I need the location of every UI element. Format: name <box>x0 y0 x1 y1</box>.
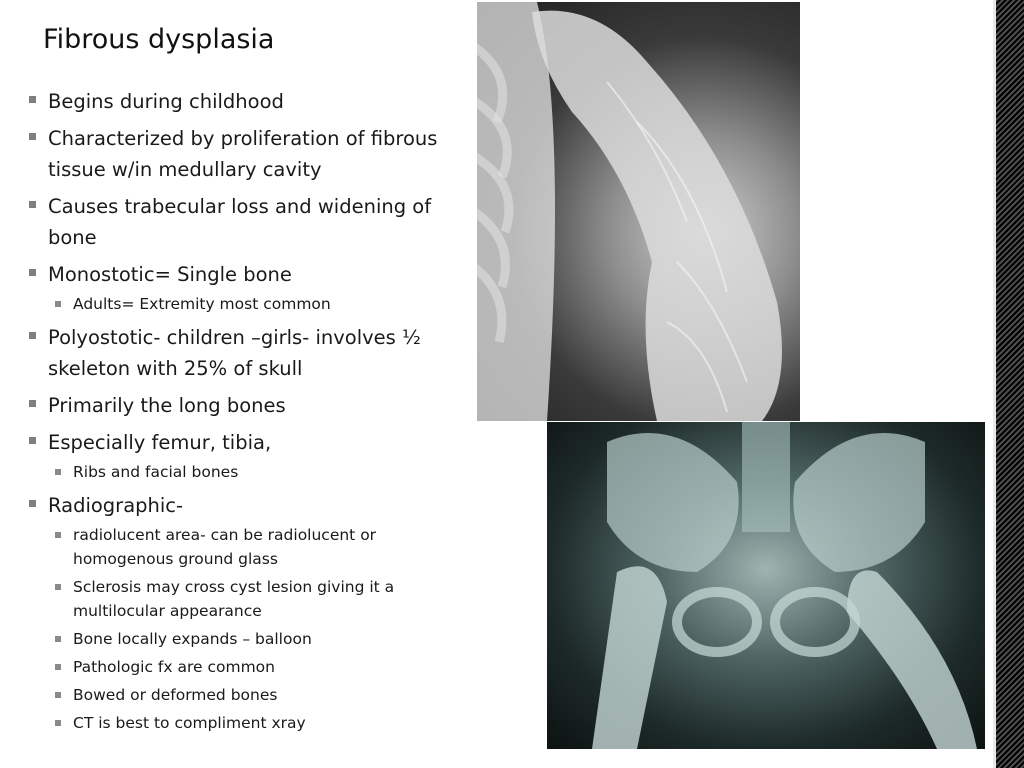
pelvis-xray-image <box>547 422 985 749</box>
sub-bullet-item: CT is best to compliment xray <box>73 711 468 735</box>
bullet-item: Characterized by proliferation of fibrous tissue w/in medullary cavity <box>28 123 468 185</box>
bullet-item: Especially femur, tibia, <box>28 427 468 458</box>
bullet-list <box>28 86 468 741</box>
bullet-item: Begins during childhood <box>28 86 468 117</box>
sub-bullet-item: Adults= Extremity most common <box>73 292 468 316</box>
sub-bullet-item: Bowed or deformed bones <box>73 683 468 707</box>
bullet-item: Causes trabecular loss and widening of bone <box>28 191 468 253</box>
sub-bullet-item: Sclerosis may cross cyst lesion giving it a multilocular appearance <box>73 575 468 623</box>
bullet-item: Primarily the long bones <box>28 390 468 421</box>
sub-bullet-item: Pathologic fx are common <box>73 655 468 679</box>
sub-bullet-item: Bone locally expands – balloon <box>73 627 468 651</box>
humerus-xray-image <box>477 2 800 421</box>
sub-bullet-list <box>28 460 468 484</box>
slide-title: Fibrous dysplasia <box>43 24 275 55</box>
bullet-item: Radiographic- <box>28 490 468 521</box>
bullet-item: Polyostotic- children –girls- involves ½ skeleton with 25% of skull <box>28 322 468 384</box>
sub-bullet-item: radiolucent area- can be radiolucent or homogenous ground glass <box>73 523 468 571</box>
sub-bullet-item: Ribs and facial bones <box>73 460 468 484</box>
sub-bullet-list <box>28 523 468 735</box>
sub-bullet-list <box>28 292 468 316</box>
decorative-edge-strip <box>993 0 1024 768</box>
bullet-item: Monostotic= Single bone <box>28 259 468 290</box>
